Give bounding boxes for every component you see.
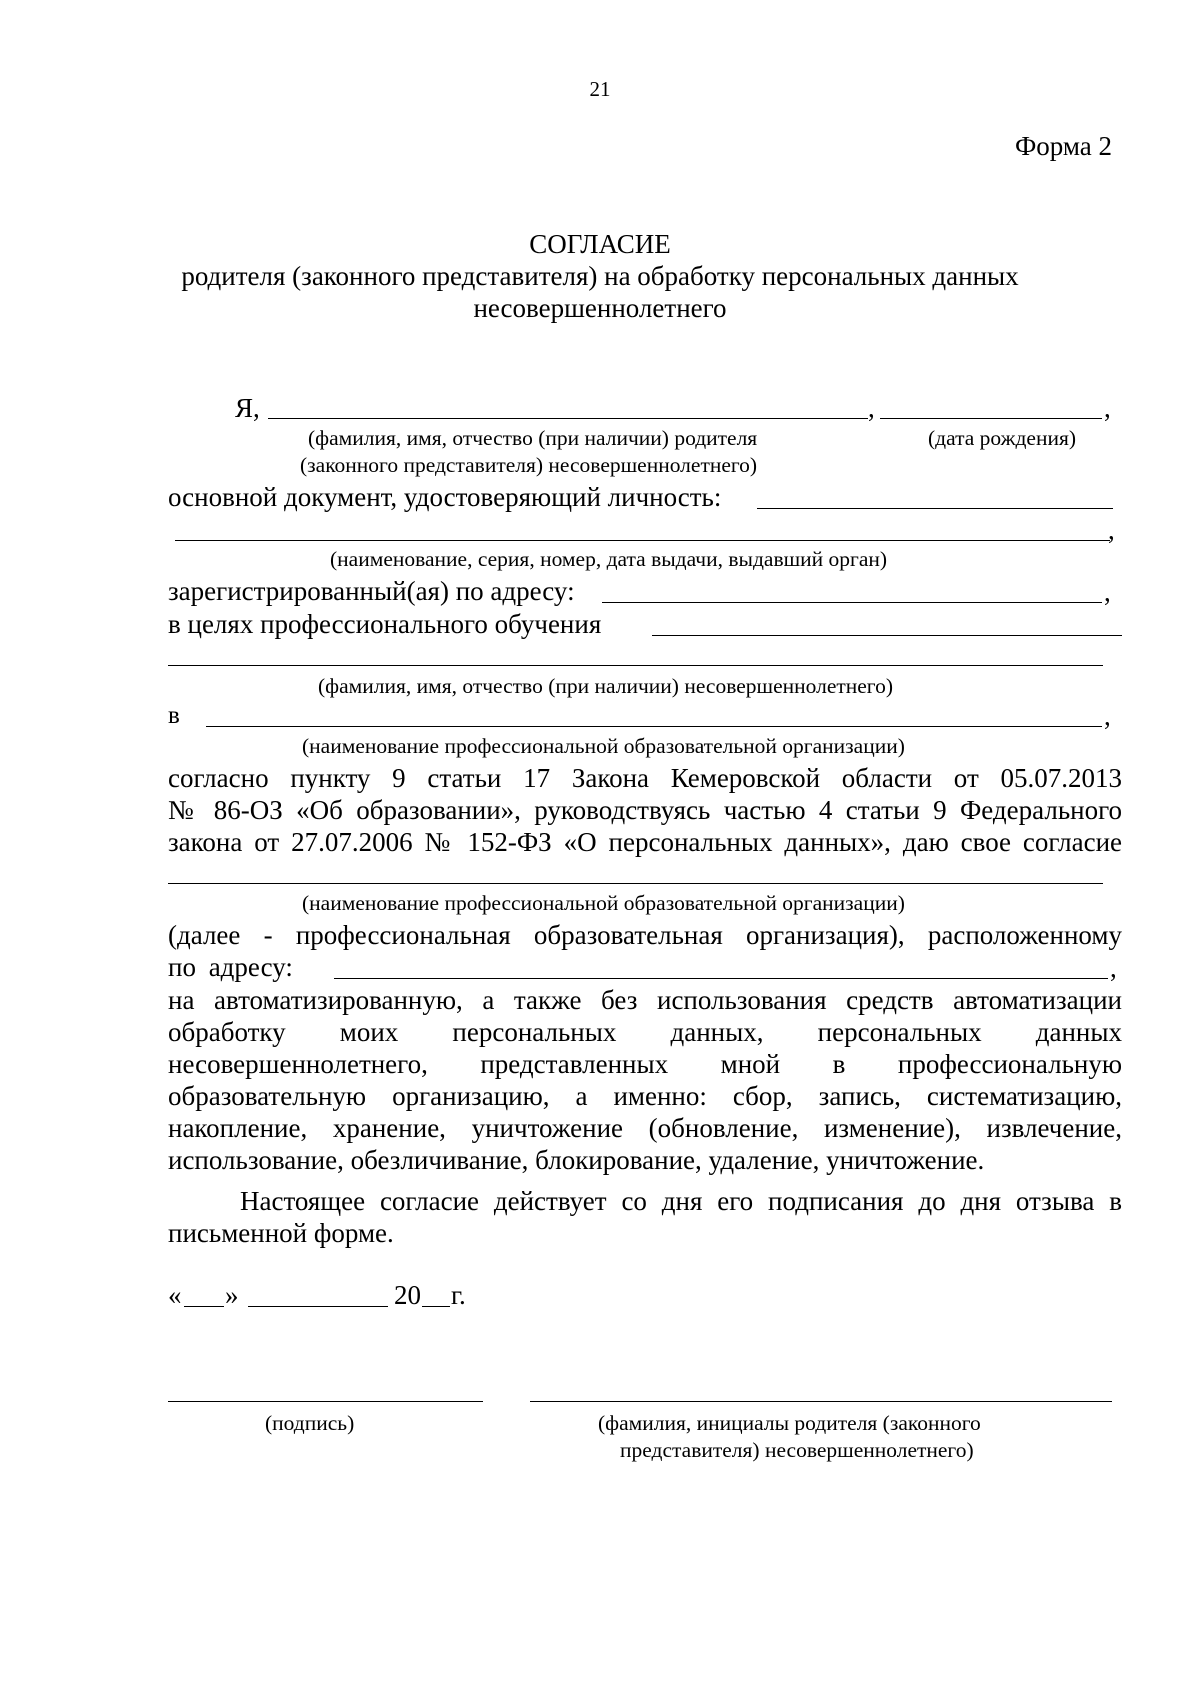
organization-field-2[interactable] [168, 883, 1103, 884]
date-year-suffix: г. [451, 1280, 466, 1310]
ya-label: Я, [235, 393, 260, 423]
minor-name-field[interactable] [652, 635, 1122, 636]
body-line: № 86-ОЗ «Об образовании», руководствуясь частью 4 статьи 9 Федерального [168, 795, 1122, 825]
parent-name-field[interactable] [268, 418, 868, 419]
body-line: письменной форме. [168, 1218, 394, 1248]
body-line: несовершеннолетнего, представленных мной в профессиональную [168, 1049, 1122, 1079]
parent-initials-caption-2: представителя) несовершеннолетнего) [620, 1438, 974, 1462]
page-number: 21 [589, 77, 611, 101]
date-day-field[interactable] [184, 1306, 224, 1307]
minor-name-caption: (фамилия, имя, отчество (при наличии) несовершеннолетнего) [318, 674, 893, 698]
org-address-label: по адресу: [168, 952, 293, 982]
organization-caption-1: (наименование профессиональной образовательной организации) [302, 734, 905, 758]
purpose-label: в целях профессионального обучения [168, 609, 602, 639]
body-line: на автоматизированную, а также без использования средств автоматизации [168, 985, 1122, 1015]
body-line: закона от 27.07.2006 № 152-ФЗ «О персональных данных», даю свое согласие [168, 827, 1122, 857]
identity-document-field[interactable] [757, 508, 1113, 509]
comma: , [1108, 515, 1115, 545]
minor-name-field-continued[interactable] [168, 665, 1103, 666]
identity-document-caption: (наименование, серия, номер, дата выдачи, выдавший орган) [330, 547, 888, 571]
parent-initials-field[interactable] [530, 1401, 1112, 1402]
comma: , [1104, 393, 1111, 423]
body-line: использование, обезличивание, блокирование, удаление, уничтожение. [168, 1145, 985, 1175]
document-subtitle-line-2: несовершеннолетнего [473, 293, 727, 323]
identity-document-field-continued[interactable] [175, 540, 1110, 541]
signature-field[interactable] [168, 1401, 483, 1402]
comma: , [868, 393, 875, 423]
comma: , [1104, 701, 1111, 731]
signature-caption: (подпись) [265, 1411, 355, 1435]
body-line: Настоящее согласие действует со дня его подписания до дня отзыва в [240, 1186, 1122, 1216]
parent-name-caption-1: (фамилия, имя, отчество (при наличии) родителя [308, 426, 758, 450]
document-title: СОГЛАСИЕ [529, 229, 671, 259]
parent-initials-caption-1: (фамилия, инициалы родителя (законного [598, 1411, 981, 1435]
date-open-quote: « [168, 1280, 182, 1310]
organization-address-field[interactable] [334, 978, 1108, 979]
body-line: образовательную организацию, а именно: сбор, запись, систематизацию, [168, 1081, 1122, 1111]
date-month-field[interactable] [248, 1306, 388, 1307]
body-line: (далее - профессиональная образовательная организация), расположенному [168, 920, 1122, 950]
identity-document-label: основной документ, удостоверяющий личность: [168, 482, 722, 512]
comma: , [1104, 577, 1111, 607]
form-label: Форма 2 [1014, 131, 1112, 161]
birthdate-field[interactable] [880, 418, 1102, 419]
organization-caption-2: (наименование профессиональной образовательной организации) [302, 891, 905, 915]
organization-field[interactable] [206, 726, 1102, 727]
body-line: обработку моих персональных данных, персональных данных [168, 1017, 1122, 1047]
body-line: согласно пункту 9 статьи 17 Закона Кемеровской области от 05.07.2013 [168, 763, 1122, 793]
document-subtitle-line-1: родителя (законного представителя) на обработку персональных данных [181, 261, 1019, 291]
comma: , [1110, 953, 1117, 983]
v-label: в [168, 702, 180, 729]
registration-address-label: зарегистрированный(ая) по адресу: [168, 576, 575, 606]
birthdate-caption: (дата рождения) [928, 426, 1077, 450]
date-year-prefix: 20 [394, 1280, 421, 1310]
parent-name-caption-2: (законного представителя) несовершеннолетнего) [300, 453, 758, 477]
date-close-quote: » [225, 1280, 239, 1310]
registration-address-field[interactable] [602, 602, 1102, 603]
date-year-field[interactable] [422, 1306, 450, 1307]
body-line: накопление, хранение, уничтожение (обновление, изменение), извлечение, [168, 1113, 1122, 1143]
